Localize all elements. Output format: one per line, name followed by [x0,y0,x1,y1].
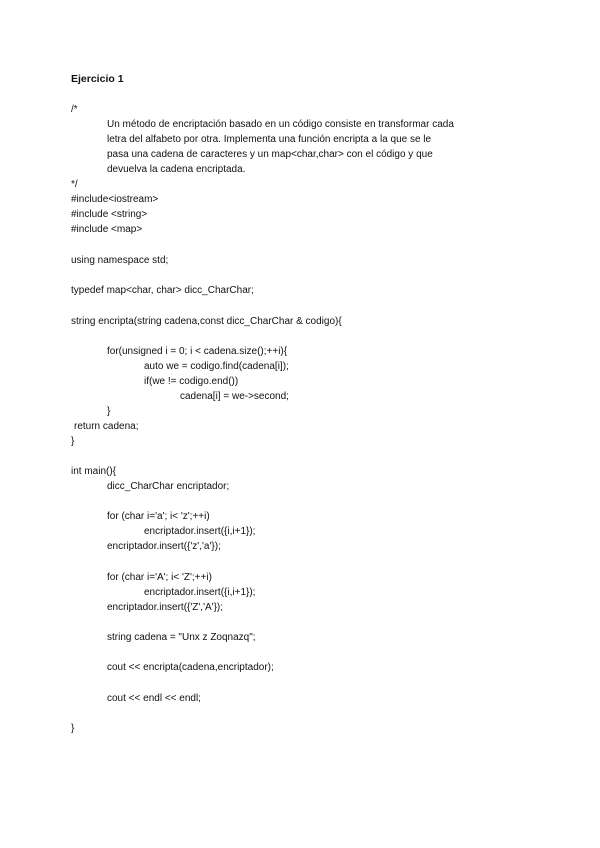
insert-z: encriptador.insert({'z','a'}); [107,541,221,552]
close-function-brace: } [71,436,75,447]
string-declaration: string cadena = "Unx z Zoqnazq"; [107,632,256,643]
typedef-line: typedef map<char, char> dicc_CharChar; [71,285,254,296]
declaration-line: dicc_CharChar encriptador; [107,481,230,492]
main-signature: int main(){ [71,466,117,477]
include-map: #include <map> [71,224,143,235]
comment-line-4: devuelva la cadena encriptada. [107,164,246,175]
include-string: #include <string> [71,209,148,220]
comment-open: /* [71,104,78,115]
include-iostream: #include<iostream> [71,194,159,205]
if-line: if(we != codigo.end()) [144,376,239,387]
for-lowercase: for (char i='a'; i< 'z';++i) [107,511,210,522]
for-uppercase: for (char i='A'; i< 'Z';++i) [107,572,212,583]
cout-encripta: cout << encripta(cadena,encriptador); [107,662,274,673]
insert-uppercase: encriptador.insert({i,i+1}); [144,587,256,598]
auto-find-line: auto we = codigo.find(cadena[i]); [144,361,289,372]
comment-line-2: letra del alfabeto por otra. Implementa una función encripta a la que se le [107,134,432,145]
using-namespace: using namespace std; [71,255,169,266]
for-loop: for(unsigned i = 0; i < cadena.size();++i){ [107,346,288,357]
close-for-brace: } [107,406,111,417]
comment-line-1: Un método de encriptación basado en un código consiste en transformar cada [107,119,454,130]
close-main-brace: } [71,723,75,734]
comment-line-3: pasa una cadena de caracteres y un map<char,char> con el código y que [107,149,433,160]
function-signature: string encripta(string cadena,const dicc_CharChar & codigo){ [71,316,342,327]
comment-close: */ [71,179,78,190]
insert-Z: encriptador.insert({'Z','A'}); [107,602,224,613]
insert-lowercase: encriptador.insert({i,i+1}); [144,526,256,537]
cout-endl: cout << endl << endl; [107,693,201,704]
return-line: return cadena; [74,421,139,432]
assign-line: cadena[i] = we->second; [180,391,289,402]
exercise-title: Ejercicio 1 [71,73,124,85]
